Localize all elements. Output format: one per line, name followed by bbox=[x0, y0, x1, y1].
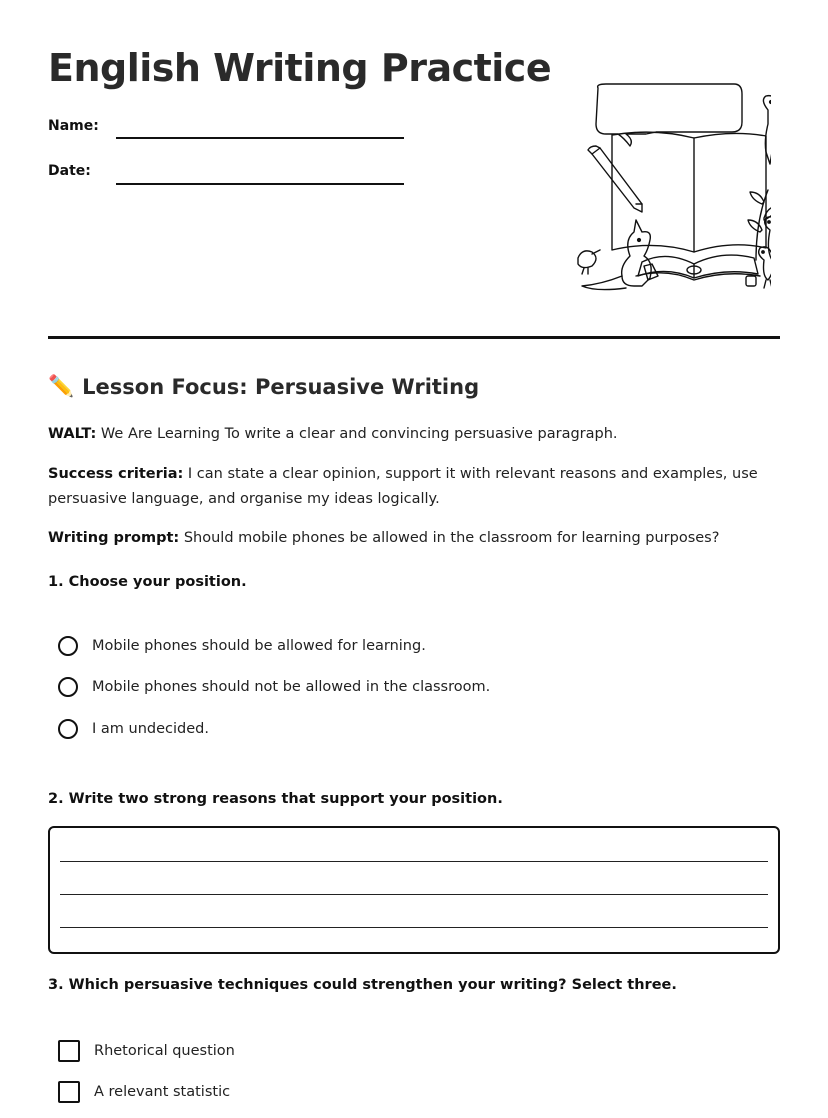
lesson-focus-heading bbox=[48, 374, 479, 399]
answer-line bbox=[60, 894, 768, 895]
worksheet-page bbox=[48, 0, 780, 1118]
checkbox[interactable] bbox=[58, 1081, 80, 1103]
name-field[interactable] bbox=[116, 137, 404, 139]
worksheet-title: English Writing Practice bbox=[48, 46, 552, 90]
success-criteria-text: I can state a clear opinion, support it with relevant reasons and examples, use persuasive language, and organise my ideas logically. bbox=[48, 466, 758, 507]
radio-button[interactable] bbox=[58, 677, 78, 697]
position-option-label: I am undecided. bbox=[92, 721, 209, 737]
technique-option-label: Rhetorical question bbox=[94, 1043, 235, 1059]
question-1-heading: 1. Choose your position. bbox=[48, 574, 247, 590]
position-option[interactable] bbox=[58, 677, 490, 697]
checkbox[interactable] bbox=[58, 1040, 80, 1062]
position-option-label: Mobile phones should be allowed for learning. bbox=[92, 638, 426, 654]
radio-button[interactable] bbox=[58, 719, 78, 739]
technique-option[interactable] bbox=[58, 1040, 235, 1062]
question-2-heading: 2. Write two strong reasons that support your position. bbox=[48, 791, 503, 807]
reasons-answer-box[interactable] bbox=[48, 826, 780, 954]
answer-line bbox=[60, 927, 768, 928]
position-option[interactable] bbox=[58, 719, 209, 739]
date-label: Date: bbox=[48, 163, 91, 179]
technique-option[interactable] bbox=[58, 1081, 230, 1103]
position-option[interactable] bbox=[58, 636, 426, 656]
pencil-icon: ✏️ bbox=[48, 374, 75, 398]
writing-prompt-text: Should mobile phones be allowed in the classroom for learning purposes? bbox=[179, 530, 720, 546]
success-criteria-paragraph bbox=[48, 462, 780, 512]
walt-text: We Are Learning To write a clear and convincing persuasive paragraph. bbox=[96, 426, 618, 442]
writing-prompt-paragraph bbox=[48, 526, 780, 551]
date-field[interactable] bbox=[116, 183, 404, 185]
question-3-heading: 3. Which persuasive techniques could strengthen your writing? Select three. bbox=[48, 977, 677, 993]
answer-line bbox=[60, 861, 768, 862]
radio-button[interactable] bbox=[58, 636, 78, 656]
writing-prompt-label: Writing prompt: bbox=[48, 530, 180, 546]
walt-paragraph bbox=[48, 422, 780, 447]
success-criteria-label: Success criteria: bbox=[48, 466, 184, 482]
name-label: Name: bbox=[48, 118, 99, 134]
walt-label: WALT: bbox=[48, 426, 97, 442]
lesson-focus-title: Lesson Focus: Persuasive Writing bbox=[82, 374, 480, 399]
section-divider bbox=[48, 336, 780, 339]
book-pencil-animals-illustration bbox=[526, 80, 771, 300]
position-option-label: Mobile phones should not be allowed in the classroom. bbox=[92, 679, 491, 695]
technique-option-label: A relevant statistic bbox=[94, 1084, 231, 1100]
